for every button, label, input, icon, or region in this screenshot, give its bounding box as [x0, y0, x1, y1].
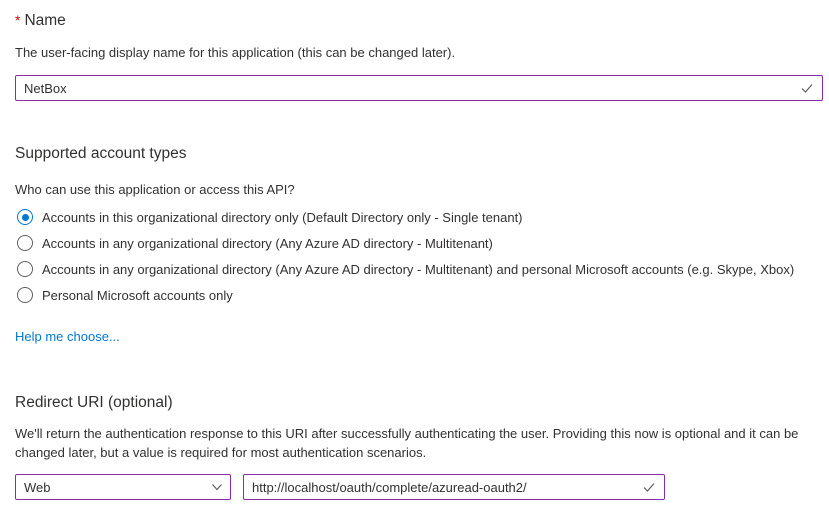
redirect-uri-description: We'll return the authentication response to this URI after successfully authenticating the user. Providing this now is optional and it can be changed later, but a value is required for most authentication scenarios.: [15, 426, 799, 460]
platform-select-wrap: [15, 474, 231, 500]
name-input-wrap: [15, 75, 823, 101]
radio-option-single-tenant[interactable]: [15, 204, 823, 230]
radio-option-label: Personal Microsoft accounts only: [42, 287, 233, 303]
radio-button-icon[interactable]: [17, 261, 33, 277]
redirect-uri-row: [15, 474, 823, 500]
radio-option-label: Accounts in any organizational directory (Any Azure AD directory - Multitenant) and personal Microsoft accounts (e.g. Skype, Xbox): [42, 261, 795, 277]
account-types-radio-group: [15, 204, 823, 308]
name-section-title-text: Name: [24, 12, 66, 29]
radio-option-multitenant[interactable]: [15, 230, 823, 256]
app-registration-form: [0, 10, 829, 500]
account-types-question: Who can use this application or access this API?: [15, 182, 295, 197]
radio-option-personal-only[interactable]: [15, 282, 823, 308]
radio-option-label: Accounts in any organizational directory (Any Azure AD directory - Multitenant): [42, 235, 493, 251]
radio-button-icon[interactable]: [17, 235, 33, 251]
required-asterisk: *: [15, 12, 21, 28]
radio-button-icon[interactable]: [17, 287, 33, 303]
uri-input-wrap: [243, 474, 665, 500]
name-description: The user-facing display name for this application (this can be changed later).: [15, 45, 456, 60]
radio-option-label: Accounts in this organizational directory only (Default Directory only - Single tenant): [42, 209, 523, 225]
name-input[interactable]: [15, 75, 823, 101]
redirect-uri-input[interactable]: [243, 474, 665, 500]
platform-select[interactable]: Web: [15, 474, 231, 500]
supported-account-types-title: Supported account types: [15, 145, 187, 162]
name-section-title: [15, 10, 823, 31]
radio-button-icon[interactable]: [17, 209, 33, 225]
redirect-uri-title: Redirect URI (optional): [15, 394, 173, 411]
radio-option-multitenant-personal[interactable]: [15, 256, 823, 282]
help-me-choose-link[interactable]: Help me choose...: [15, 329, 120, 344]
